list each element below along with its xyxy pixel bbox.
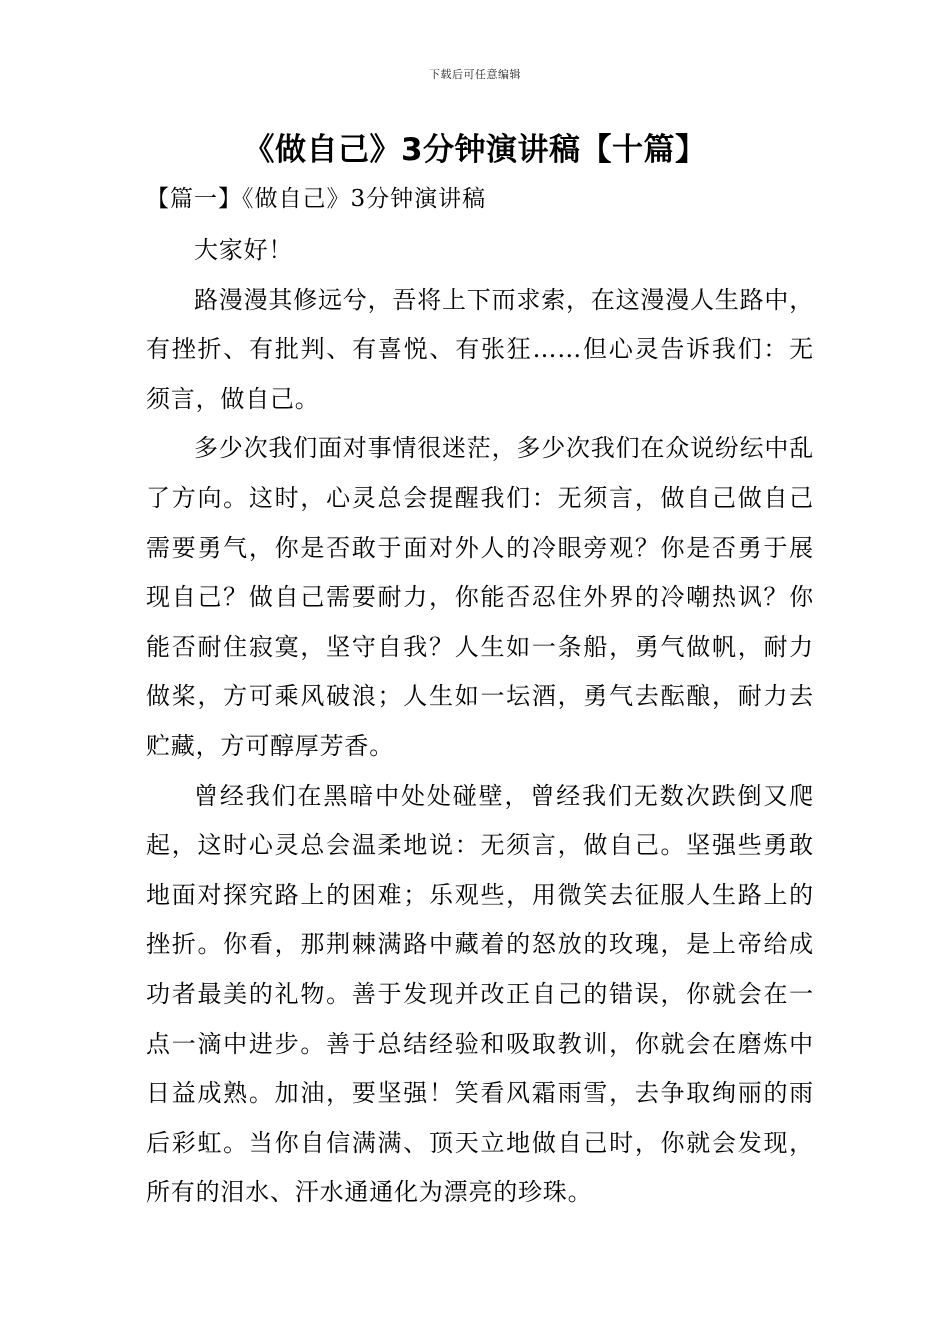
paragraph: 多少次我们面对事情很迷茫，多少次我们在众说纷纭中乱了方向。这时，心灵总会提醒我们：无须言，做自己做自己需要勇气，你是否敢于面对外人的冷眼旁观？你是否勇于展现自己？做自己需要耐力，你能否忍住外界的冷嘲热讽？你能否耐住寂寞，坚守自我？人生如一条船，勇气做帆，耐力做桨，方可乘风破浪；人生如一坛酒，勇气去酝酿，耐力去贮藏，方可醇厚芳香。 [146,434,814,760]
paragraph: 路漫漫其修远兮，吾将上下而求索，在这漫漫人生路中，有挫折、有批判、有喜悦、有张狂……但心灵告诉我们：无须言，做自己。 [146,285,814,413]
header-note: 下载后可任意编辑 [429,68,521,81]
paragraph-greeting: 大家好！ [194,236,294,264]
document-title: 《做自己》3分钟演讲稿【十篇】 [243,132,707,168]
section-heading: 【篇一】《做自己》3分钟演讲稿 [146,186,487,212]
body-text [146,226,814,1218]
paragraph: 曾经我们在黑暗中处处碰壁，曾经我们无数次跌倒又爬起，这时心灵总会温柔地说：无须言，做自己。坚强些勇敢地面对探究路上的困难；乐观些，用微笑去征服人生路上的挫折。你看，那荆棘满路中藏着的怒放的玫瑰，是上帝给成功者最美的礼物。善于发现并改正自己的错误，你就会在一点一滴中进步。善于总结经验和吸取教训，你就会在磨炼中日益成熟。加油，要坚强！笑看风霜雨雪，去争取绚丽的雨后彩虹。当你自信满满、顶天立地做自己时，你就会发现，所有的泪水、汗水通通化为漂亮的珍珠。 [146,781,814,1207]
